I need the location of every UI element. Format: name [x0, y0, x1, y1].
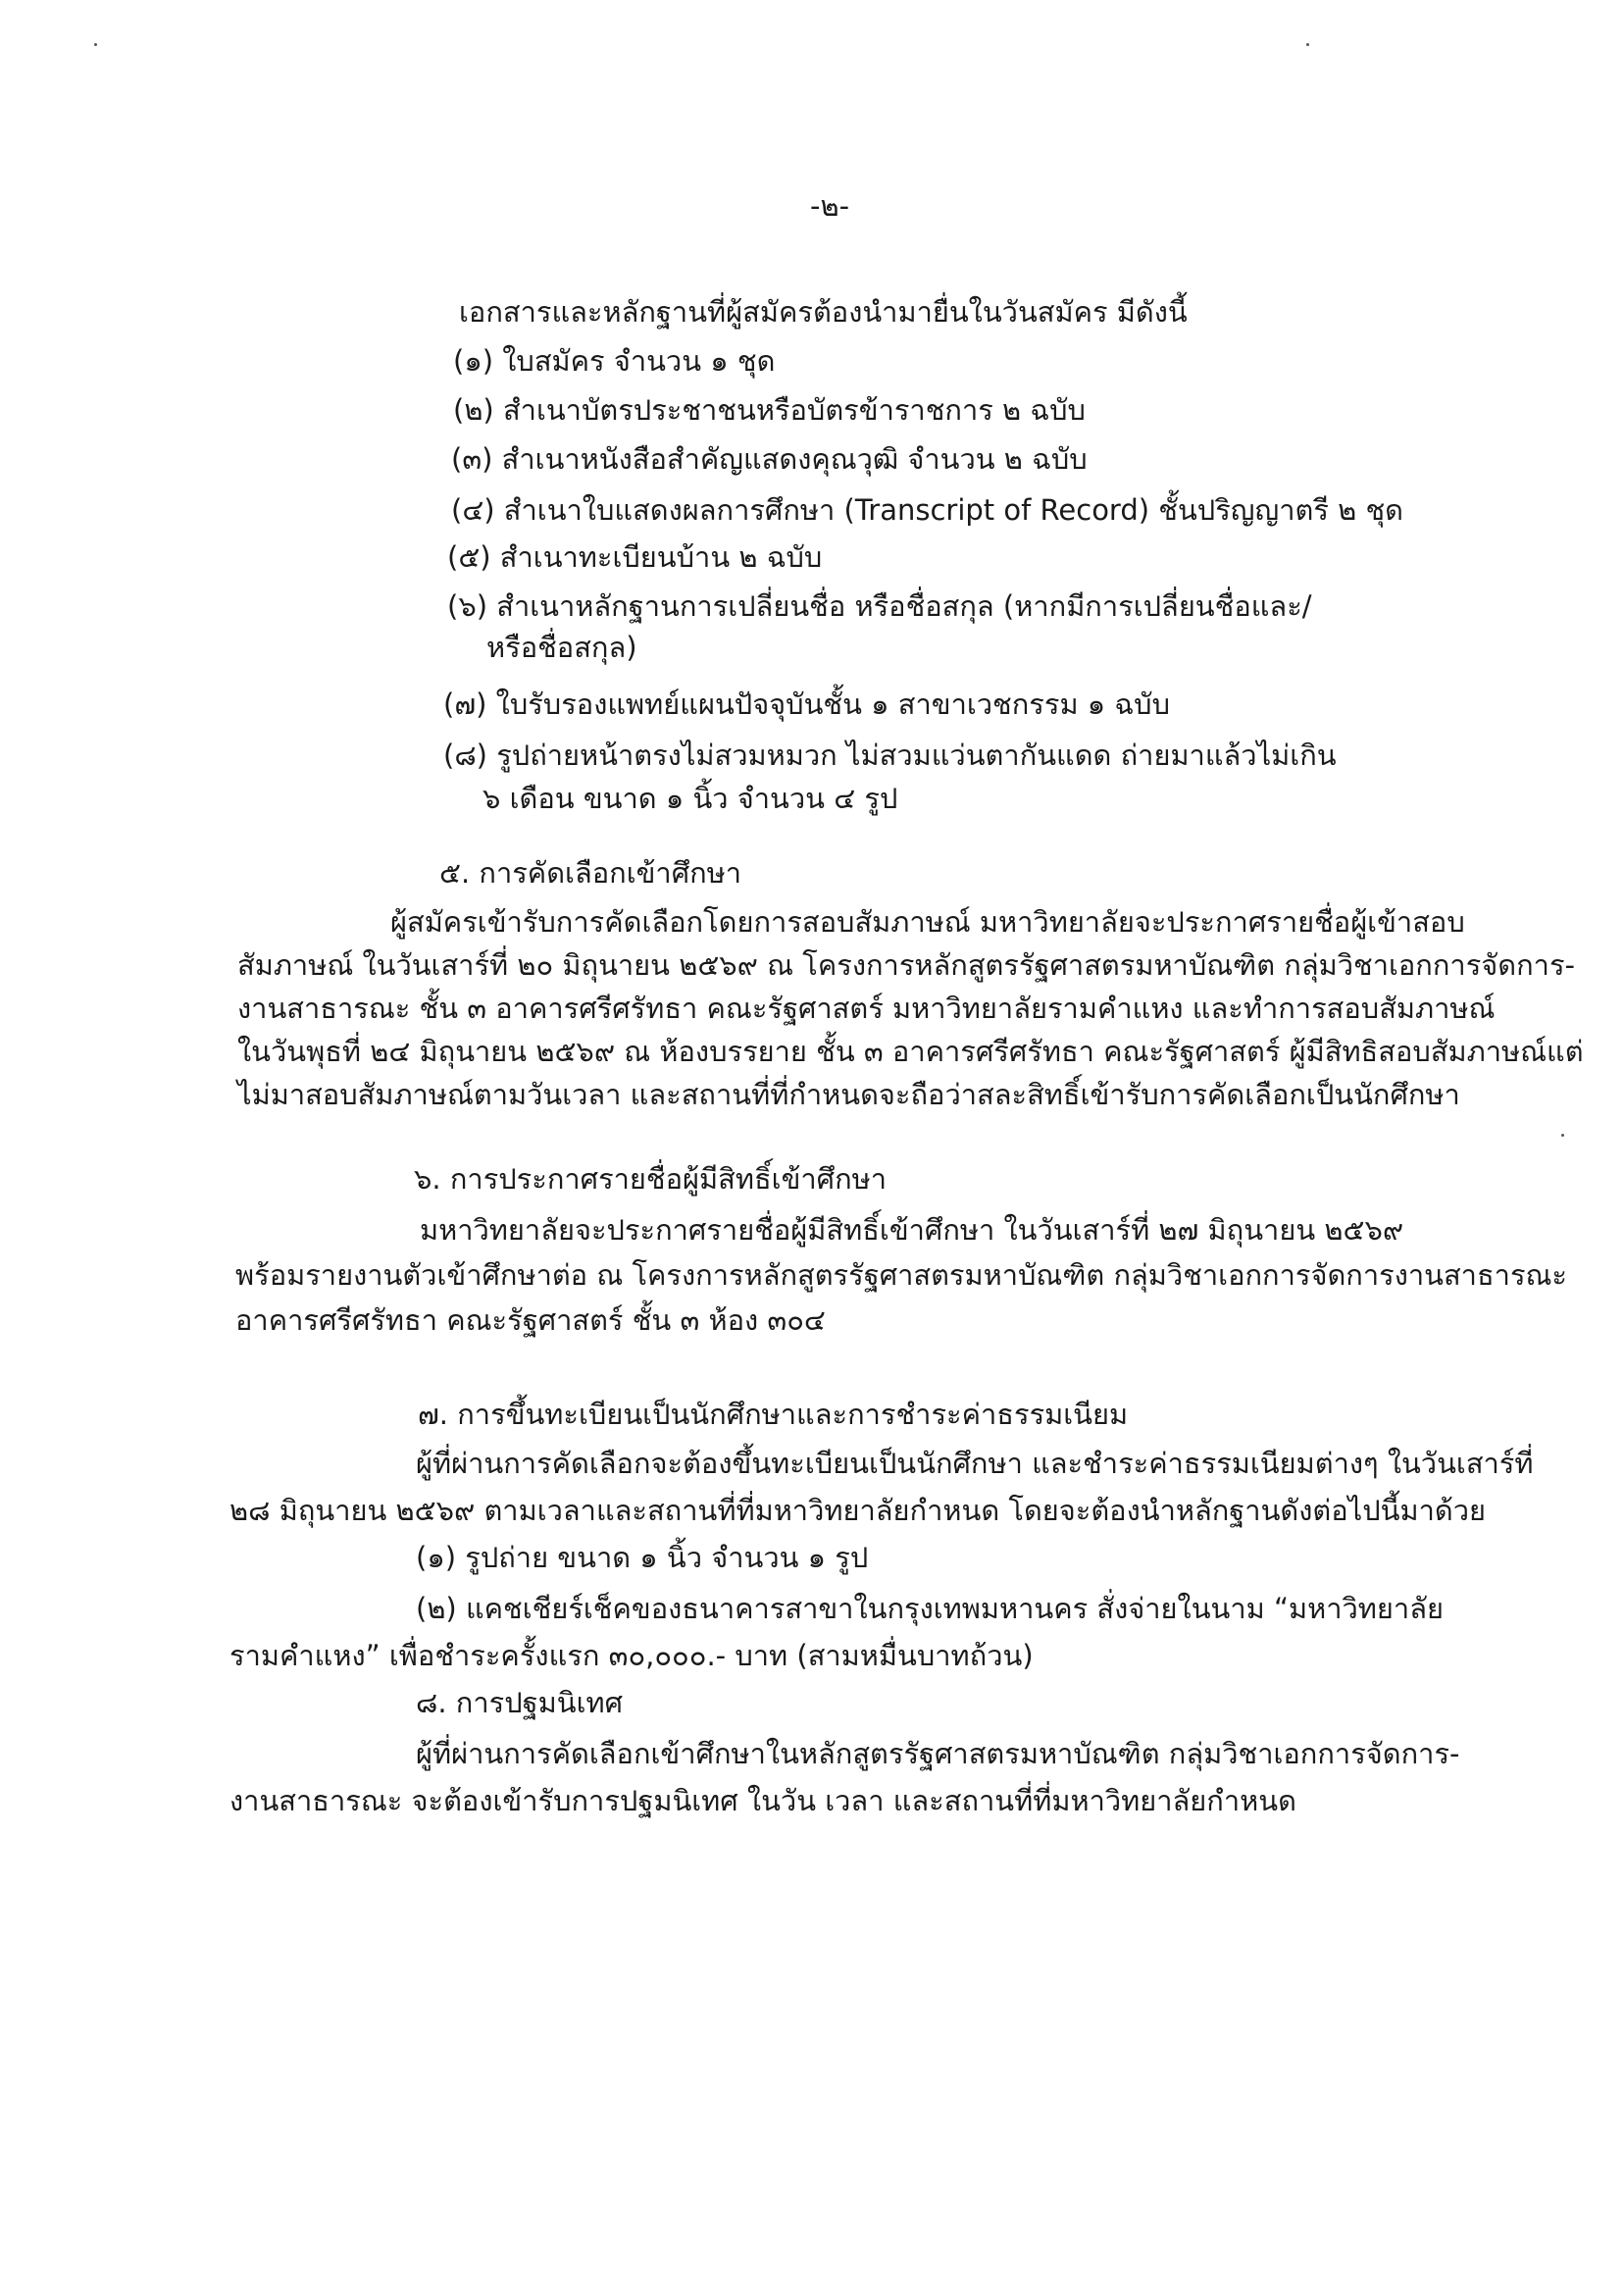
- scan-speck: [1306, 43, 1309, 46]
- paragraph-line: ในวันพุธที่ ๒๔ มิถุนายน ๒๕๖๙ ณ ห้องบรรยาย ชั้น ๓ อาคารศรีศรัทธา คณะรัฐศาสตร์ ผู้มีสิทธิสอบสัมภาษณ์แต่: [237, 1035, 1584, 1068]
- paragraph-line: มหาวิทยาลัยจะประกาศรายชื่อผู้มีสิทธิ์เข้าศึกษา ในวันเสาร์ที่ ๒๗ มิถุนายน ๒๕๖๙: [420, 1213, 1404, 1247]
- paragraph-line: งานสาธารณะ จะต้องเข้ารับการปฐมนิเทศ ในวัน เวลา และสถานที่ที่มหาวิทยาลัยกำหนด: [229, 1784, 1296, 1817]
- paragraph-line: อาคารศรีศรัทธา คณะรัฐศาสตร์ ชั้น ๓ ห้อง ๓๐๔: [235, 1303, 826, 1337]
- document-item-continued: ๖ เดือน ขนาด ๑ นิ้ว จำนวน ๔ รูป: [482, 782, 898, 815]
- page-number: -๒-: [810, 189, 850, 223]
- paragraph-line: งานสาธารณะ ชั้น ๓ อาคารศรีศรัทธา คณะรัฐศาสตร์ มหาวิทยาลัยรามคำแหง และทำการสอบสัมภาษณ์: [237, 992, 1496, 1025]
- document-item-continued: หรือชื่อสกุล): [486, 631, 637, 664]
- paragraph-line: ผู้สมัครเข้ารับการคัดเลือกโดยการสอบสัมภาษณ์ มหาวิทยาลัยจะประกาศรายชื่อผู้เข้าสอบ: [390, 905, 1465, 939]
- section-heading-registration: ๗. การขึ้นทะเบียนเป็นนักศึกษาและการชำระค่าธรรมเนียม: [418, 1398, 1129, 1431]
- document-item: (๕) สำเนาทะเบียนบ้าน ๒ ฉบับ: [447, 540, 823, 574]
- section-heading-selection: ๕. การคัดเลือกเข้าศึกษา: [439, 856, 742, 890]
- document-item: (๘) รูปถ่ายหน้าตรงไม่สวมหมวก ไม่สวมแว่นตากันแดด ถ่ายมาแล้วไม่เกิน: [443, 739, 1337, 772]
- scan-speck: [94, 43, 97, 46]
- document-item: (๖) สำเนาหลักฐานการเปลี่ยนชื่อ หรือชื่อสกุล (หากมีการเปลี่ยนชื่อและ/: [447, 589, 1312, 623]
- document-item: (๑) ใบสมัคร จำนวน ๑ ชุด: [453, 344, 776, 378]
- document-item: (๓) สำเนาหนังสือสำคัญแสดงคุณวุฒิ จำนวน ๒ ฉบับ: [451, 442, 1088, 476]
- document-item: (๗) ใบรับรองแพทย์แผนปัจจุบันชั้น ๑ สาขาเวชกรรม ๑ ฉบับ: [443, 688, 1170, 721]
- paragraph-line: พร้อมรายงานตัวเข้าศึกษาต่อ ณ โครงการหลักสูตรรัฐศาสตรมหาบัณฑิต กลุ่มวิชาเอกการจัดการงานสาธารณะ: [235, 1258, 1568, 1292]
- document-item: (๔) สำเนาใบแสดงผลการศึกษา (Transcript of Record) ชั้นปริญญาตรี ๒ ชุด: [451, 493, 1403, 527]
- paragraph-line: (๒) แคชเชียร์เช็คของธนาคารสาขาในกรุงเทพมหานคร สั่งจ่ายในนาม “มหาวิทยาลัย: [416, 1592, 1444, 1625]
- paragraph-line: ไม่มาสอบสัมภาษณ์ตามวันเวลา และสถานที่ที่กำหนดจะถือว่าสละสิทธิ์เข้ารับการคัดเลือกเป็นนักศึกษา: [237, 1078, 1460, 1111]
- paragraph-line: สัมภาษณ์ ในวันเสาร์ที่ ๒๐ มิถุนายน ๒๕๖๙ ณ โครงการหลักสูตรรัฐศาสตรมหาบัณฑิต กลุ่มวิชาเอกการจัดการ-: [237, 948, 1575, 982]
- paragraph-line: ผู้ที่ผ่านการคัดเลือกเข้าศึกษาในหลักสูตรรัฐศาสตรมหาบัณฑิต กลุ่มวิชาเอกการจัดการ-: [416, 1737, 1460, 1770]
- document-item: (๒) สำเนาบัตรประชาชนหรือบัตรข้าราชการ ๒ ฉบับ: [453, 393, 1086, 427]
- paragraph-line: ผู้ที่ผ่านการคัดเลือกจะต้องขึ้นทะเบียนเป็นนักศึกษา และชำระค่าธรรมเนียมต่างๆ ในวันเสาร์ที่: [416, 1447, 1534, 1480]
- documents-intro: เอกสารและหลักฐานที่ผู้สมัครต้องนำมายื่นในวันสมัคร มีดังนี้: [459, 295, 1188, 329]
- paragraph-line: ๒๘ มิถุนายน ๒๕๖๙ ตามเวลาและสถานที่ที่มหาวิทยาลัยกำหนด โดยจะต้องนำหลักฐานดังต่อไปนี้มาด้วย: [229, 1494, 1486, 1527]
- paragraph-line: รามคำแหง” เพื่อชำระครั้งแรก ๓๐,๐๐๐.- บาท (สามหมื่นบาทถ้วน): [229, 1639, 1034, 1672]
- paragraph-line: (๑) รูปถ่าย ขนาด ๑ นิ้ว จำนวน ๑ รูป: [416, 1541, 869, 1574]
- section-heading-announcement: ๖. การประกาศรายชื่อผู้มีสิทธิ์เข้าศึกษา: [414, 1162, 888, 1196]
- scan-speck: [1561, 1134, 1564, 1137]
- section-heading-orientation: ๘. การปฐมนิเทศ: [416, 1686, 624, 1719]
